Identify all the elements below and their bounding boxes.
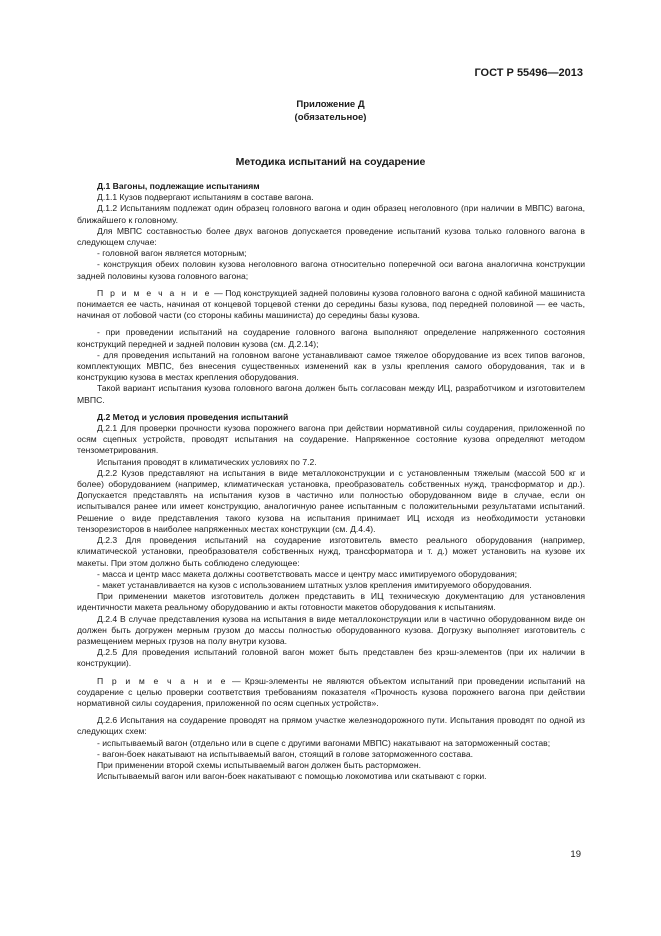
paragraph: Испытания проводят в климатических условиях по 7.2. (97, 456, 317, 467)
paragraph: Д.2.5 Для проведения испытаний головной вагон может быть представлен без крэш-элементов (при их наличии в конструкции). (77, 647, 585, 669)
list-item: - при проведении испытаний на соударение головного вагона выполняют определение напряженного состояния конструкций передней и задней половин кузова (см. Д.2.14); (77, 327, 585, 349)
paragraph: Такой вариант испытания кузова головного вагона должен быть согласован между ИЦ, разработчиком и изготовителем МВПС. (77, 383, 585, 405)
annex-title: Приложение Д (296, 99, 365, 110)
paragraph: Д.1.2 Испытаниям подлежат один образец головного вагона и один образец неголовного (при наличии в МВПС) вагона, ближайшего к головному. (77, 203, 585, 225)
section-heading: Д.1 Вагоны, подлежащие испытаниям (97, 181, 260, 191)
list-item: - испытываемый вагон (отдельно или в сцепе с другими вагонами МВПС) накатывают на заторможенный состав; (97, 737, 551, 748)
list-item: - для проведения испытаний на головном вагоне устанавливают самое тяжелое оборудование из всех типов вагонов, комплектующих МВПС, без внесения существенных изменений как в узлы крепления самого оборудования, так и в конструкцию кузова в местах крепления оборудования. (77, 349, 585, 383)
note (77, 288, 585, 322)
note (77, 676, 585, 710)
paragraph: Д.2.6 Испытания на соударение проводят на прямом участке железнодорожного пути. Испытания проводят по одной из следующих схем: (77, 715, 585, 737)
note-label: П р и м е ч а н и е (97, 675, 228, 686)
paragraph: Д.2.1 Для проверки прочности кузова порожнего вагона при действии нормативной силы соударения, приложенной по осям сцепных устройств, проводят испытания на соударение. Напряженное состояние кузова определяют методом тензометрирования. (77, 423, 585, 456)
page-number: 19 (570, 849, 581, 860)
list-item: - масса и центр масс макета должны соответствовать массе и центру масс имитируемого оборудования; (97, 568, 518, 579)
paragraph: Для МВПС составностью более двух вагонов допускается проведение испытаний кузова только головного вагона в следующем случае: (77, 225, 585, 248)
paragraph: Д.2.4 В случае представления кузова на испытания в виде металлоконструкции или в частично оборудованном виде он должен быть догружен мерным грузом до массы полностью оборудованного кузова. Догрузку выполняет изготовитель с размещением мерных грузов на полу внутри кузова. (77, 613, 585, 646)
document-id: ГОСТ Р 55496—2013 (474, 67, 583, 79)
list-item: - конструкция обеих половин кузова неголовного вагона относительно поперечной оси вагона аналогична конструкции задней половины кузова головного вагона; (77, 259, 585, 281)
note-text: — Крэш-элементы не являются объектом испытаний при проведении испытаний на соударение с целью проверки соответствия требованиям показателя «Прочность кузова порожнего вагона при действии нормативной силы соударения, приложенной по осям сцепных устройств». (77, 675, 585, 708)
paragraph: Д.2.3 Для проведения испытаний на соударение изготовитель вместо реального оборудования (например, климатической установки, преобразователя собственных нужд, трансформатора и т. д.) может установить на кузове их макеты. При этом должно быть соблюдено следующее: (77, 535, 585, 568)
document-body (77, 181, 585, 782)
note-text: — Под конструкцией задней половины кузова головного вагона с одной кабиной машиниста понимается ее часть, начиная от концевой торцевой стенки до середины базы кузова, под передней половиной — ее часть, начиная от лобовой части (со стороны кабины машиниста) до середины базы кузова. (77, 287, 585, 321)
paragraph: Испытываемый вагон или вагон-боек накатывают с помощью локомотива или скатывают с горки. (97, 771, 487, 782)
page-title: Методика испытаний на соударение (235, 156, 426, 168)
paragraph: При применении второй схемы испытываемый вагон должен быть расторможен. (97, 759, 421, 770)
list-item: - вагон-боек накатывают на испытываемый вагон, стоящий в голове заторможенного состава. (97, 748, 474, 759)
list-item: - головной вагон является моторным; (97, 248, 247, 259)
paragraph: Д.2.2 Кузов представляют на испытания в виде металлоконструкции и с установленным тяжелым (массой 500 кг и более) оборудованием (например, климатическая установка, преобразователь собственных нужд, трансформатор и др.). Допускается представлять на испытания кузов в частично или полностью оборудованном виде в случае, если он испытывался ранее или имеет конструкцию, аналогичную ранее испытанным с положительными результатами испытаний. Решение о виде представления такого кузова на испытания принимает ИЦ исходя из необходимости установки тензорезисторов в наиболее напряженных местах конструкции (см. Д.4.4). (77, 467, 585, 534)
paragraph: Д.1.1 Кузов подвергают испытаниям в составе вагона. (97, 192, 314, 203)
annex-heading (0, 98, 661, 124)
note-label: П р и м е ч а н и е (97, 287, 212, 298)
annex-status: (обязательное) (294, 112, 367, 123)
list-item: - макет устанавливается на кузов с использованием штатных узлов крепления имитируемого оборудования. (97, 579, 532, 590)
section-heading: Д.2 Метод и условия проведения испытаний (97, 411, 289, 422)
paragraph: При применении макетов изготовитель должен представить в ИЦ техническую документацию для установления идентичности макета реальному оборудованию и акты готовности макетов оборудования к испытаниям. (77, 591, 585, 613)
